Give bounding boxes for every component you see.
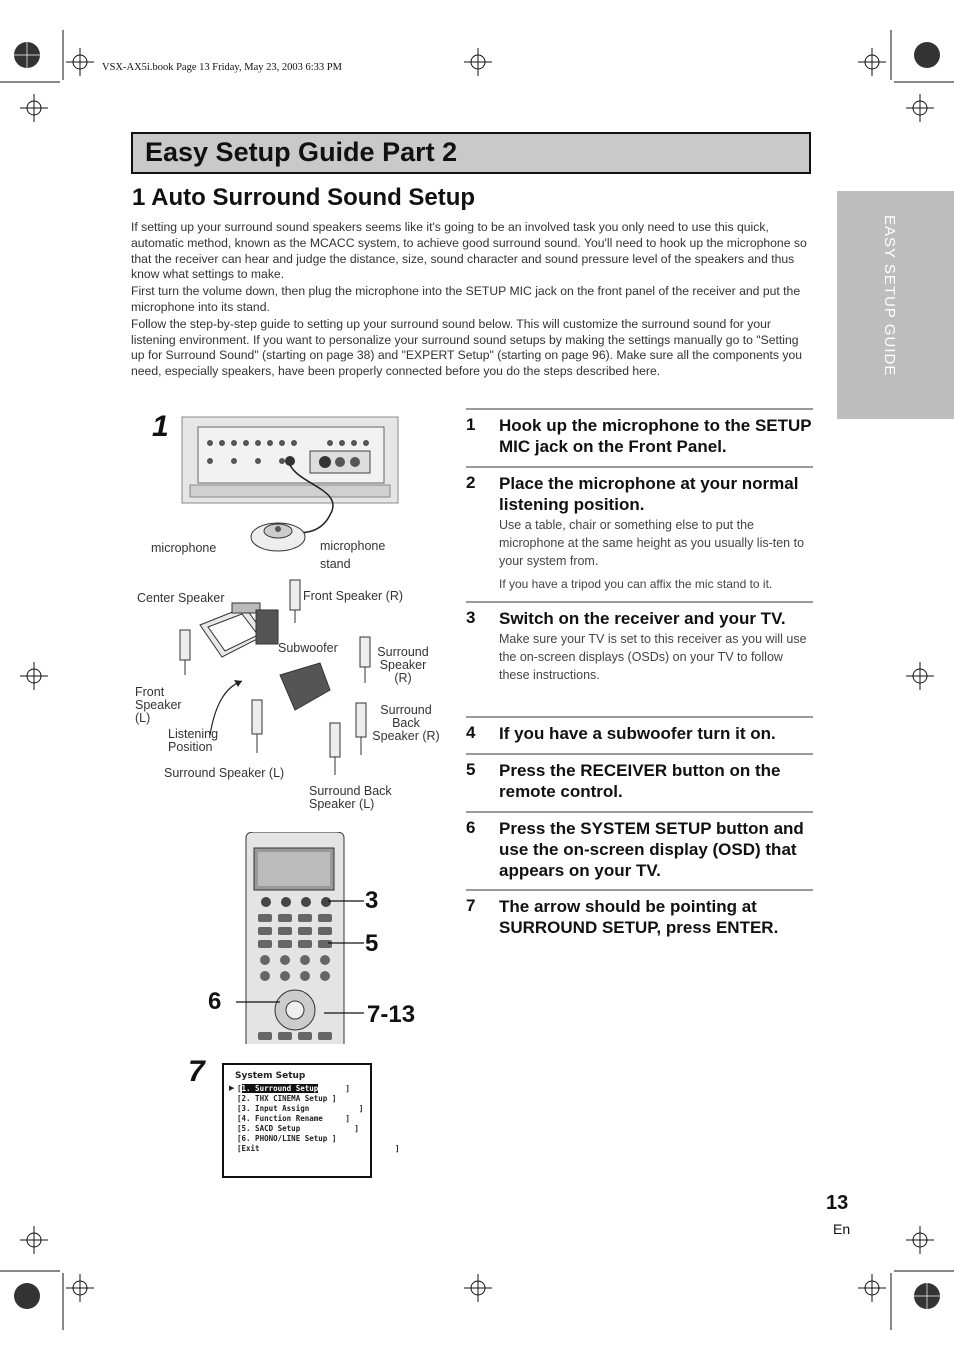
step-1	[466, 408, 813, 457]
step-heading: Press the RECEIVER button on the remote control.	[499, 761, 781, 801]
page-number: 13	[826, 1192, 849, 1214]
step-heading: Press the SYSTEM SETUP button and use the on-screen display (OSD) that appears on your TV.	[499, 819, 804, 880]
page-language: En	[833, 1221, 851, 1237]
figure-number: 1	[152, 410, 169, 443]
step-number: 1	[466, 415, 476, 434]
step-4	[466, 716, 813, 744]
step-description: Use a table, chair or something else to put the microphone at the same height as you usually lis-ten to your system from.	[499, 518, 805, 568]
side-tab-label: EASY SETUP GUIDE	[881, 215, 898, 377]
label-front-speaker-l: Front Speaker (L)	[135, 685, 182, 725]
osd-title: System Setup	[235, 1071, 306, 1081]
step-6	[466, 811, 813, 881]
intro-paragraph: First turn the volume down, then plug the microphone into the SETUP MIC jack on the front panel of the receiver and put the microphone into its stand.	[131, 284, 801, 314]
label-surround-speaker-l: Surround Speaker (L)	[164, 766, 285, 780]
label-listening-position: Listening Position	[168, 727, 219, 754]
step-heading: Hook up the microphone to the SETUP MIC jack on the Front Panel.	[499, 416, 812, 456]
speaker-layout-illustration	[170, 575, 400, 790]
label-surround-back-speaker-l: Surround Back Speaker (L)	[309, 784, 392, 811]
label-subwoofer: Subwoofer	[278, 641, 338, 655]
step-note: If you have a tripod you can affix the mic stand to it.	[499, 577, 773, 591]
figure-number: 7	[188, 1055, 205, 1088]
label-surround-speaker-r: Surround Speaker (R)	[377, 645, 429, 685]
step-3	[466, 601, 813, 684]
label-microphone-stand: microphone stand	[320, 539, 386, 571]
intro-text	[131, 220, 813, 381]
step-heading: The arrow should be pointing at SURROUND SETUP, press ENTER.	[499, 897, 779, 937]
osd-menu-item: [4. Function Rename ]	[237, 1114, 350, 1123]
label-center-speaker: Center Speaker	[137, 591, 225, 605]
label-front-speaker-r: Front Speaker (R)	[303, 589, 404, 603]
callout-7-13: 7-13	[367, 1001, 416, 1028]
microphone-icon	[248, 513, 318, 555]
osd-cursor-icon: ▶	[229, 1085, 235, 1092]
remote-callout-lines	[228, 895, 368, 1025]
step-description: Make sure your TV is set to this receiver as you will use the on-screen displays (OSDs) on your TV to follow these instructions.	[499, 632, 807, 682]
osd-screen	[222, 1063, 400, 1178]
osd-menu-item: [5. SACD Setup ]	[237, 1124, 359, 1133]
step-heading: If you have a subwoofer turn it on.	[499, 724, 776, 743]
step-5	[466, 753, 813, 802]
banner	[131, 132, 811, 174]
callout-5: 5	[365, 930, 379, 957]
step-2	[466, 466, 813, 592]
osd-highlighted-item: 1. Surround Setup	[241, 1084, 319, 1093]
step-number: 7	[466, 896, 476, 915]
print-info: VSX-AX5i.book Page 13 Friday, May 23, 2003 6:33 PM	[102, 62, 342, 73]
label-surround-back-speaker-r: Surround Back Speaker (R)	[372, 703, 440, 743]
osd-menu-item: [1. Surround Setup ]	[237, 1084, 350, 1093]
intro-paragraph: Follow the step-by-step guide to setting up your surround sound below. This will customize the surround sound for your listening environment. If you want to personalize your surround sound setups by making the settings manually go to "Setting up for Surround Sound" (starting on page 38) and "EXPERT Setup" (starting on page 96). Make sure all the components you need, especially speakers, have been properly connected before you do the steps described here.	[131, 316, 803, 379]
side-tab	[837, 191, 954, 419]
section-title: 1 Auto Surround Sound Setup	[132, 184, 476, 211]
step-number: 6	[466, 818, 476, 837]
osd-menu-item: [3. Input Assign ]	[237, 1104, 364, 1113]
step-7	[466, 889, 813, 938]
step-number: 3	[466, 608, 476, 627]
step-number: 5	[466, 760, 476, 779]
step-number: 4	[466, 723, 476, 742]
label-microphone: microphone	[151, 541, 217, 555]
step-heading: Place the microphone at your normal listening position.	[499, 474, 799, 514]
banner-title: Easy Setup Guide Part 2	[145, 137, 458, 167]
intro-paragraph: If setting up your surround sound speakers seems like it's going to be an involved task you only need to use this quick, automatic method, known as the MCACC system, to achieve good surround sound. You'll need to hook up the microphone so that the receiver can hear and judge the distance, size, sound character and sound pressure level of the speakers and thus know what settings to make.	[131, 220, 807, 282]
step-number: 2	[466, 473, 476, 492]
osd-menu-item: [2. THX CINEMA Setup ]	[237, 1094, 337, 1103]
callout-3: 3	[365, 887, 379, 914]
step-heading: Switch on the receiver and your TV.	[499, 609, 786, 628]
callout-6: 6	[208, 988, 222, 1015]
osd-menu-item: [Exit ]	[237, 1144, 400, 1153]
osd-menu-item: [6. PHONO/LINE Setup ]	[237, 1134, 337, 1143]
